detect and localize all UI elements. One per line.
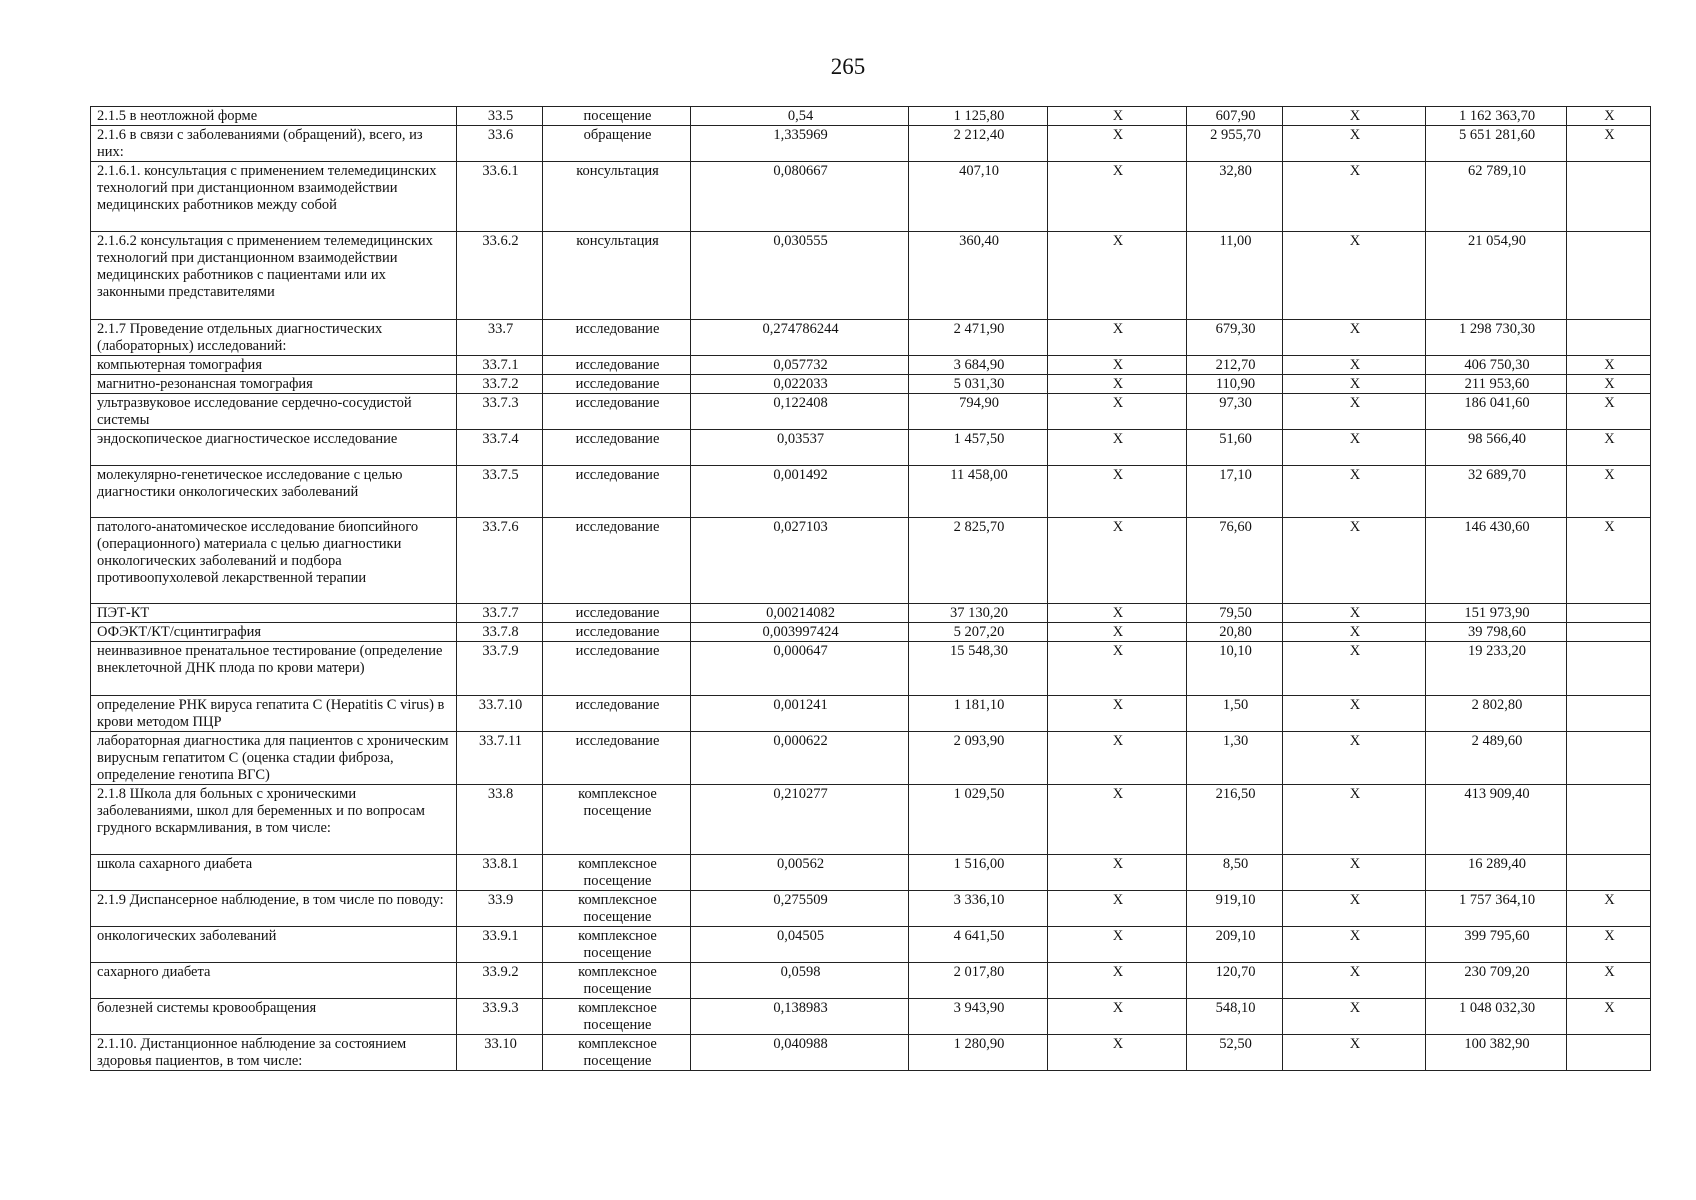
cell-unit-cost: 2 471,90 xyxy=(909,320,1048,356)
cell-x-mark: X xyxy=(1283,518,1426,604)
cell-per-capita: 607,90 xyxy=(1187,107,1283,126)
table-row xyxy=(91,107,1651,126)
cell-unit-cost: 1 181,10 xyxy=(909,696,1048,732)
cell-norm: 0,0598 xyxy=(691,963,909,999)
cell-norm: 0,001492 xyxy=(691,466,909,518)
cell-x-mark: X xyxy=(1048,518,1187,604)
table-row xyxy=(91,855,1651,891)
cell-x-mark: X xyxy=(1567,963,1651,999)
cell-norm: 0,275509 xyxy=(691,891,909,927)
cell-total: 1 048 032,30 xyxy=(1426,999,1567,1035)
table-row xyxy=(91,623,1651,642)
cell-x-mark: X xyxy=(1048,1035,1187,1071)
cell-x-mark: X xyxy=(1048,107,1187,126)
cell-x-mark: X xyxy=(1048,126,1187,162)
cell-x-mark xyxy=(1567,732,1651,785)
cell-x-mark: X xyxy=(1283,320,1426,356)
cell-x-mark xyxy=(1567,855,1651,891)
cell-per-capita: 79,50 xyxy=(1187,604,1283,623)
table-row xyxy=(91,466,1651,518)
cell-x-mark: X xyxy=(1567,466,1651,518)
cell-x-mark: X xyxy=(1283,604,1426,623)
cell-unit: исследование xyxy=(543,375,691,394)
cell-unit: исследование xyxy=(543,518,691,604)
cell-service-name: ультразвуковое исследование сердечно-сосудистой системы xyxy=(91,394,457,430)
cell-total: 211 953,60 xyxy=(1426,375,1567,394)
table-row xyxy=(91,732,1651,785)
cell-unit: обращение xyxy=(543,126,691,162)
cell-per-capita: 110,90 xyxy=(1187,375,1283,394)
cell-unit: исследование xyxy=(543,732,691,785)
cell-x-mark: X xyxy=(1283,891,1426,927)
cell-unit: исследование xyxy=(543,320,691,356)
cell-x-mark: X xyxy=(1567,126,1651,162)
cell-row-code: 33.9.1 xyxy=(457,927,543,963)
cell-x-mark: X xyxy=(1283,963,1426,999)
cell-total: 62 789,10 xyxy=(1426,162,1567,232)
cell-service-name: болезней системы кровообращения xyxy=(91,999,457,1035)
cell-service-name: 2.1.9 Диспансерное наблюдение, в том числе по поводу: xyxy=(91,891,457,927)
cell-total: 151 973,90 xyxy=(1426,604,1567,623)
cell-norm: 0,03537 xyxy=(691,430,909,466)
cell-total: 399 795,60 xyxy=(1426,927,1567,963)
cell-row-code: 33.7.6 xyxy=(457,518,543,604)
cell-total: 32 689,70 xyxy=(1426,466,1567,518)
cell-unit: комплексное посещение xyxy=(543,891,691,927)
cell-unit: исследование xyxy=(543,642,691,696)
cell-service-name: 2.1.7 Проведение отдельных диагностических (лабораторных) исследований: xyxy=(91,320,457,356)
cell-per-capita: 11,00 xyxy=(1187,232,1283,320)
cell-unit-cost: 360,40 xyxy=(909,232,1048,320)
cell-x-mark: X xyxy=(1283,375,1426,394)
cell-x-mark: X xyxy=(1283,732,1426,785)
cell-unit-cost: 407,10 xyxy=(909,162,1048,232)
cell-x-mark xyxy=(1567,320,1651,356)
cell-row-code: 33.7.3 xyxy=(457,394,543,430)
cell-x-mark: X xyxy=(1048,232,1187,320)
cell-unit: исследование xyxy=(543,466,691,518)
cell-x-mark: X xyxy=(1283,696,1426,732)
cell-x-mark: X xyxy=(1567,518,1651,604)
cell-x-mark xyxy=(1567,785,1651,855)
table-row xyxy=(91,999,1651,1035)
cell-row-code: 33.8.1 xyxy=(457,855,543,891)
table-row xyxy=(91,891,1651,927)
cell-per-capita: 52,50 xyxy=(1187,1035,1283,1071)
table-row xyxy=(91,320,1651,356)
table-row xyxy=(91,785,1651,855)
cell-unit: исследование xyxy=(543,604,691,623)
cell-service-name: лабораторная диагностика для пациентов с хроническим вирусным гепатитом С (оценка стадии фиброза, определение генотипа ВГС) xyxy=(91,732,457,785)
cell-total: 5 651 281,60 xyxy=(1426,126,1567,162)
cell-norm: 0,003997424 xyxy=(691,623,909,642)
cell-row-code: 33.7.10 xyxy=(457,696,543,732)
cell-x-mark: X xyxy=(1048,356,1187,375)
table-row xyxy=(91,375,1651,394)
cell-x-mark: X xyxy=(1048,891,1187,927)
cell-norm: 0,022033 xyxy=(691,375,909,394)
cell-x-mark: X xyxy=(1283,232,1426,320)
cell-service-name: эндоскопическое диагностическое исследование xyxy=(91,430,457,466)
cell-norm: 0,274786244 xyxy=(691,320,909,356)
cell-unit-cost: 1 516,00 xyxy=(909,855,1048,891)
cell-service-name: магнитно-резонансная томография xyxy=(91,375,457,394)
cell-per-capita: 548,10 xyxy=(1187,999,1283,1035)
cell-total: 2 489,60 xyxy=(1426,732,1567,785)
cell-per-capita: 679,30 xyxy=(1187,320,1283,356)
cell-unit-cost: 15 548,30 xyxy=(909,642,1048,696)
cell-norm: 0,000622 xyxy=(691,732,909,785)
cell-x-mark: X xyxy=(1283,394,1426,430)
cell-row-code: 33.9.2 xyxy=(457,963,543,999)
cell-unit: комплексное посещение xyxy=(543,999,691,1035)
cell-service-name: 2.1.10. Дистанционное наблюдение за состоянием здоровья пациентов, в том числе: xyxy=(91,1035,457,1071)
cell-x-mark xyxy=(1567,1035,1651,1071)
cell-x-mark: X xyxy=(1283,162,1426,232)
cell-x-mark xyxy=(1567,623,1651,642)
cell-per-capita: 51,60 xyxy=(1187,430,1283,466)
cell-x-mark: X xyxy=(1283,785,1426,855)
cell-total: 39 798,60 xyxy=(1426,623,1567,642)
cell-total: 16 289,40 xyxy=(1426,855,1567,891)
cell-norm: 0,001241 xyxy=(691,696,909,732)
cell-x-mark: X xyxy=(1283,623,1426,642)
cell-row-code: 33.7.4 xyxy=(457,430,543,466)
cell-unit-cost: 3 943,90 xyxy=(909,999,1048,1035)
cell-unit: посещение xyxy=(543,107,691,126)
cell-norm: 0,00562 xyxy=(691,855,909,891)
cell-per-capita: 20,80 xyxy=(1187,623,1283,642)
cell-service-name: компьютерная томография xyxy=(91,356,457,375)
cell-x-mark: X xyxy=(1283,927,1426,963)
cell-norm: 0,040988 xyxy=(691,1035,909,1071)
cell-x-mark: X xyxy=(1048,394,1187,430)
cell-unit: комплексное посещение xyxy=(543,963,691,999)
cell-x-mark: X xyxy=(1283,107,1426,126)
cell-total: 2 802,80 xyxy=(1426,696,1567,732)
cell-x-mark: X xyxy=(1048,963,1187,999)
cell-total: 406 750,30 xyxy=(1426,356,1567,375)
cell-row-code: 33.7.1 xyxy=(457,356,543,375)
cell-unit: консультация xyxy=(543,162,691,232)
table-row xyxy=(91,1035,1651,1071)
cell-per-capita: 17,10 xyxy=(1187,466,1283,518)
cell-row-code: 33.10 xyxy=(457,1035,543,1071)
cell-total: 146 430,60 xyxy=(1426,518,1567,604)
cell-unit-cost: 2 212,40 xyxy=(909,126,1048,162)
table-row xyxy=(91,430,1651,466)
cell-row-code: 33.6.1 xyxy=(457,162,543,232)
cell-total: 1 757 364,10 xyxy=(1426,891,1567,927)
cell-service-name: 2.1.6 в связи с заболеваниями (обращений), всего, из них: xyxy=(91,126,457,162)
cell-x-mark xyxy=(1567,696,1651,732)
cell-total: 100 382,90 xyxy=(1426,1035,1567,1071)
cell-unit: исследование xyxy=(543,394,691,430)
cell-service-name: молекулярно-генетическое исследование с целью диагностики онкологических заболеваний xyxy=(91,466,457,518)
cell-norm: 0,122408 xyxy=(691,394,909,430)
cell-total: 1 162 363,70 xyxy=(1426,107,1567,126)
cell-x-mark: X xyxy=(1048,466,1187,518)
cell-per-capita: 97,30 xyxy=(1187,394,1283,430)
cell-total: 21 054,90 xyxy=(1426,232,1567,320)
table-row xyxy=(91,162,1651,232)
cell-unit: комплексное посещение xyxy=(543,855,691,891)
table-row xyxy=(91,232,1651,320)
cell-row-code: 33.7.11 xyxy=(457,732,543,785)
cell-norm: 0,030555 xyxy=(691,232,909,320)
cell-unit-cost: 4 641,50 xyxy=(909,927,1048,963)
cell-x-mark: X xyxy=(1567,375,1651,394)
cell-service-name: неинвазивное пренатальное тестирование (определение внеклеточной ДНК плода по крови матери) xyxy=(91,642,457,696)
cell-x-mark xyxy=(1567,642,1651,696)
cell-x-mark: X xyxy=(1567,999,1651,1035)
cell-unit-cost: 2 825,70 xyxy=(909,518,1048,604)
table-row xyxy=(91,394,1651,430)
table-body xyxy=(91,107,1651,1071)
table-row xyxy=(91,963,1651,999)
cell-x-mark: X xyxy=(1567,107,1651,126)
cell-x-mark: X xyxy=(1048,732,1187,785)
cell-unit: исследование xyxy=(543,623,691,642)
cell-norm: 0,54 xyxy=(691,107,909,126)
cell-x-mark: X xyxy=(1048,855,1187,891)
cell-norm: 0,04505 xyxy=(691,927,909,963)
cell-x-mark: X xyxy=(1567,891,1651,927)
cell-norm: 0,057732 xyxy=(691,356,909,375)
cell-x-mark: X xyxy=(1048,623,1187,642)
cell-norm: 0,210277 xyxy=(691,785,909,855)
cell-per-capita: 1,30 xyxy=(1187,732,1283,785)
cell-total: 98 566,40 xyxy=(1426,430,1567,466)
cell-unit-cost: 37 130,20 xyxy=(909,604,1048,623)
cell-x-mark: X xyxy=(1048,375,1187,394)
cell-row-code: 33.8 xyxy=(457,785,543,855)
cell-total: 19 233,20 xyxy=(1426,642,1567,696)
cell-x-mark: X xyxy=(1567,356,1651,375)
cell-x-mark: X xyxy=(1567,430,1651,466)
table-row xyxy=(91,518,1651,604)
cell-x-mark: X xyxy=(1283,126,1426,162)
cell-row-code: 33.7.8 xyxy=(457,623,543,642)
cell-x-mark: X xyxy=(1048,430,1187,466)
cell-row-code: 33.7.9 xyxy=(457,642,543,696)
cell-row-code: 33.7.2 xyxy=(457,375,543,394)
cell-row-code: 33.6 xyxy=(457,126,543,162)
cell-row-code: 33.7.5 xyxy=(457,466,543,518)
cell-unit-cost: 5 207,20 xyxy=(909,623,1048,642)
cell-service-name: 2.1.8 Школа для больных с хроническими заболеваниями, школ для беременных и по вопросам грудного вскармливания, в том числе: xyxy=(91,785,457,855)
cell-per-capita: 76,60 xyxy=(1187,518,1283,604)
cell-norm: 0,000647 xyxy=(691,642,909,696)
cell-x-mark: X xyxy=(1283,430,1426,466)
cell-row-code: 33.9.3 xyxy=(457,999,543,1035)
cell-x-mark: X xyxy=(1283,1035,1426,1071)
cell-unit: исследование xyxy=(543,356,691,375)
cell-total: 186 041,60 xyxy=(1426,394,1567,430)
cell-x-mark: X xyxy=(1048,999,1187,1035)
cell-unit-cost: 5 031,30 xyxy=(909,375,1048,394)
cell-per-capita: 209,10 xyxy=(1187,927,1283,963)
cell-norm: 0,138983 xyxy=(691,999,909,1035)
cell-x-mark xyxy=(1567,232,1651,320)
cell-row-code: 33.6.2 xyxy=(457,232,543,320)
cell-x-mark: X xyxy=(1567,394,1651,430)
cell-service-name: ОФЭКТ/КТ/сцинтиграфия xyxy=(91,623,457,642)
cell-row-code: 33.7.7 xyxy=(457,604,543,623)
cell-unit: комплексное посещение xyxy=(543,1035,691,1071)
cell-unit-cost: 3 684,90 xyxy=(909,356,1048,375)
cell-x-mark: X xyxy=(1048,642,1187,696)
table-row xyxy=(91,927,1651,963)
cell-unit-cost: 1 280,90 xyxy=(909,1035,1048,1071)
cell-x-mark xyxy=(1567,162,1651,232)
cell-per-capita: 8,50 xyxy=(1187,855,1283,891)
cell-x-mark: X xyxy=(1048,604,1187,623)
cell-unit-cost: 2 093,90 xyxy=(909,732,1048,785)
cell-x-mark xyxy=(1567,604,1651,623)
cell-x-mark: X xyxy=(1283,855,1426,891)
table-row xyxy=(91,642,1651,696)
cell-unit-cost: 1 029,50 xyxy=(909,785,1048,855)
cell-service-name: определение РНК вируса гепатита С (Hepatitis C virus) в крови методом ПЦР xyxy=(91,696,457,732)
cell-unit: консультация xyxy=(543,232,691,320)
cell-total: 230 709,20 xyxy=(1426,963,1567,999)
cell-x-mark: X xyxy=(1048,162,1187,232)
cell-per-capita: 2 955,70 xyxy=(1187,126,1283,162)
cell-unit: исследование xyxy=(543,696,691,732)
tariff-table xyxy=(90,106,1651,1071)
cell-x-mark: X xyxy=(1048,927,1187,963)
cell-unit-cost: 1 125,80 xyxy=(909,107,1048,126)
cell-per-capita: 32,80 xyxy=(1187,162,1283,232)
table-row xyxy=(91,696,1651,732)
cell-row-code: 33.9 xyxy=(457,891,543,927)
cell-unit-cost: 11 458,00 xyxy=(909,466,1048,518)
cell-unit: комплексное посещение xyxy=(543,927,691,963)
cell-norm: 0,00214082 xyxy=(691,604,909,623)
cell-service-name: 2.1.6.2 консультация с применением телемедицинских технологий при дистанционном взаимодействии медицинских работников с пациентами или их законными представителями xyxy=(91,232,457,320)
cell-unit-cost: 3 336,10 xyxy=(909,891,1048,927)
cell-total: 413 909,40 xyxy=(1426,785,1567,855)
cell-per-capita: 1,50 xyxy=(1187,696,1283,732)
table-row xyxy=(91,126,1651,162)
cell-unit: комплексное посещение xyxy=(543,785,691,855)
cell-service-name: сахарного диабета xyxy=(91,963,457,999)
cell-per-capita: 216,50 xyxy=(1187,785,1283,855)
cell-service-name: школа сахарного диабета xyxy=(91,855,457,891)
cell-x-mark: X xyxy=(1283,642,1426,696)
cell-row-code: 33.5 xyxy=(457,107,543,126)
cell-norm: 0,027103 xyxy=(691,518,909,604)
cell-service-name: онкологических заболеваний xyxy=(91,927,457,963)
cell-x-mark: X xyxy=(1048,320,1187,356)
cell-service-name: 2.1.6.1. консультация с применением телемедицинских технологий при дистанционном взаимодействии медицинских работников между собой xyxy=(91,162,457,232)
cell-unit: исследование xyxy=(543,430,691,466)
cell-x-mark: X xyxy=(1048,696,1187,732)
cell-per-capita: 919,10 xyxy=(1187,891,1283,927)
cell-x-mark: X xyxy=(1283,356,1426,375)
cell-row-code: 33.7 xyxy=(457,320,543,356)
cell-total: 1 298 730,30 xyxy=(1426,320,1567,356)
cell-x-mark: X xyxy=(1048,785,1187,855)
cell-unit-cost: 1 457,50 xyxy=(909,430,1048,466)
cell-per-capita: 212,70 xyxy=(1187,356,1283,375)
table-row xyxy=(91,356,1651,375)
cell-unit-cost: 794,90 xyxy=(909,394,1048,430)
cell-unit-cost: 2 017,80 xyxy=(909,963,1048,999)
cell-service-name: ПЭТ-КТ xyxy=(91,604,457,623)
cell-per-capita: 120,70 xyxy=(1187,963,1283,999)
cell-per-capita: 10,10 xyxy=(1187,642,1283,696)
cell-service-name: патолого-анатомическое исследование биопсийного (операционного) материала с целью диагностики онкологических заболеваний и подбора противоопухолевой лекарственной терапии xyxy=(91,518,457,604)
table-row xyxy=(91,604,1651,623)
cell-x-mark: X xyxy=(1567,927,1651,963)
cell-norm: 1,335969 xyxy=(691,126,909,162)
cell-service-name: 2.1.5 в неотложной форме xyxy=(91,107,457,126)
page-number: 265 xyxy=(830,54,866,79)
cell-norm: 0,080667 xyxy=(691,162,909,232)
cell-x-mark: X xyxy=(1283,999,1426,1035)
cell-x-mark: X xyxy=(1283,466,1426,518)
